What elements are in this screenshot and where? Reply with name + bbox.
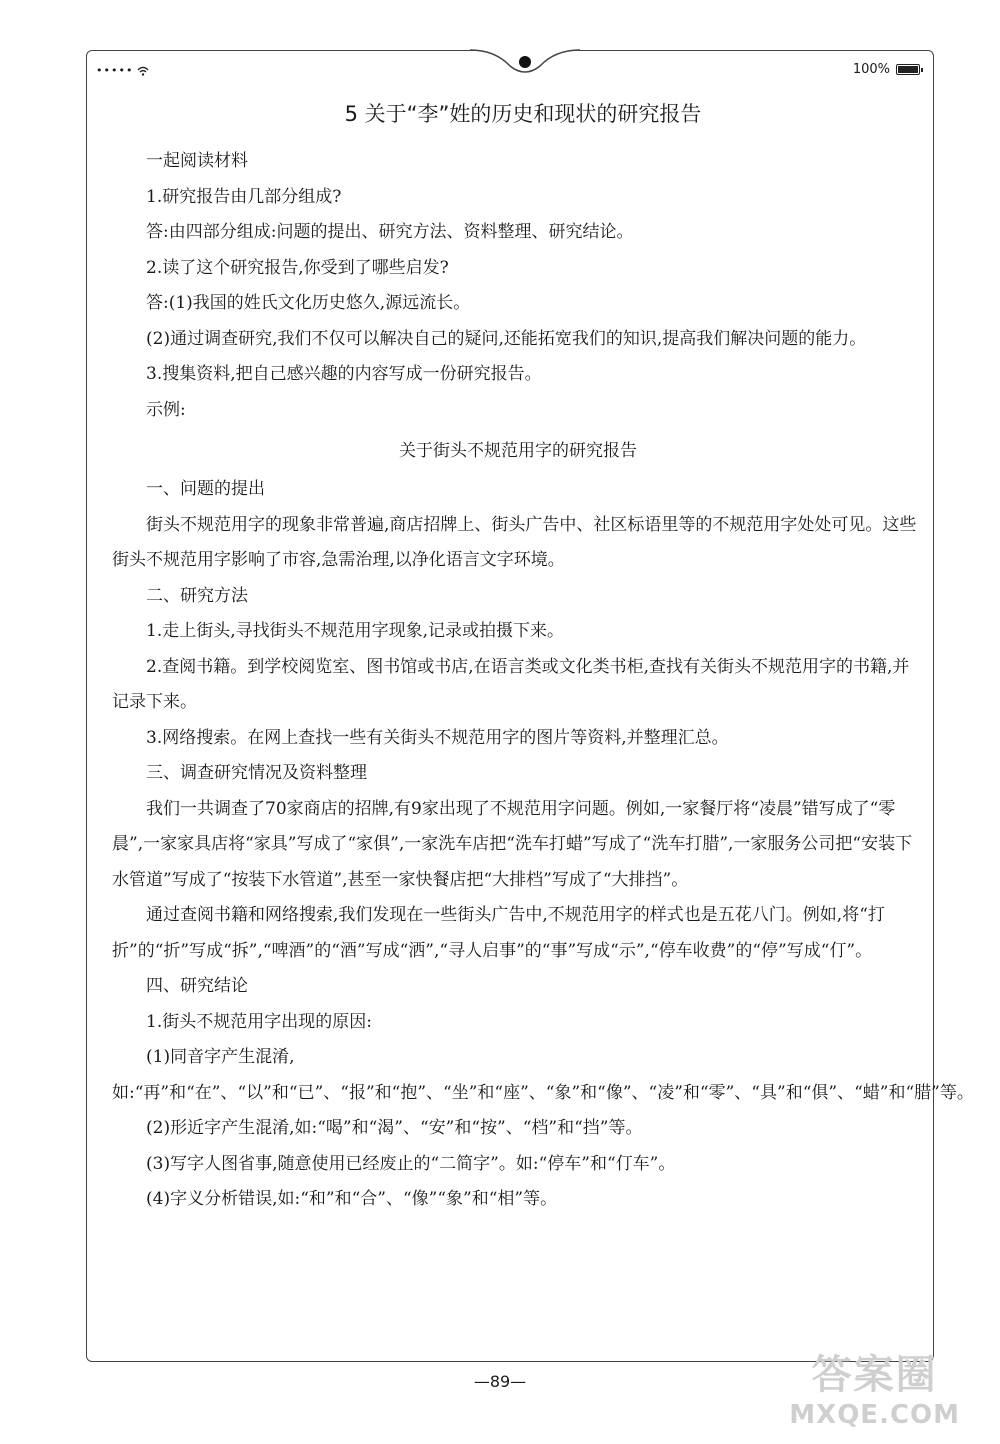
status-bar-right xyxy=(853,62,920,77)
answer: 答:(1)我国的姓氏文化历史悠久,源远流长。 xyxy=(146,293,471,313)
answer: 答:由四部分组成:问题的提出、研究方法、资料整理、研究结论。 xyxy=(146,222,634,242)
paragraph: 2.查阅书籍。到学校阅览室、图书馆或书店,在语言类或文化类书柜,查找有关街头不规范用字的书籍,并记录下来。 xyxy=(112,656,910,712)
wifi-icon xyxy=(137,66,149,76)
question: 2.读了这个研究报告,你受到了哪些启发? xyxy=(146,257,449,278)
report-title: 关于街头不规范用字的研究报告 xyxy=(399,441,637,461)
paragraph: (2)形近字产生混淆,如:“喝”和“渴”、“安”和“按”、“档”和“挡”等。 xyxy=(146,1118,643,1138)
paragraph: 街头不规范用字的现象非常普遍,商店招牌上、街头广告中、社区标语里等的不规范用字处处可见。这些街头不规范用字影响了市容,急需治理,以净化语言文字环境。 xyxy=(112,514,917,570)
section-heading: 一起阅读材料 xyxy=(146,151,248,171)
camera-notch xyxy=(470,38,580,78)
question: 1.研究报告由几部分组成? xyxy=(146,186,342,207)
page-content xyxy=(112,98,974,1218)
paragraph: 1.街头不规范用字出现的原因: xyxy=(146,1011,372,1032)
battery-percent: 100% xyxy=(852,62,890,77)
battery-icon xyxy=(896,64,920,75)
page-title: 5 关于“李”姓的历史和现状的研究报告 xyxy=(344,102,702,126)
paragraph: (4)字义分析错误,如:“和”和“合”、“像”“象”和“相”等。 xyxy=(146,1189,558,1209)
section-heading: 四、研究结论 xyxy=(146,976,248,996)
watermark-bottom: MXQE.COM xyxy=(789,1400,960,1430)
paragraph: (3)写字人图省事,随意使用已经废止的“二简字”。如:“停车”和“仃车”。 xyxy=(146,1153,676,1174)
section-heading: 三、调查研究情况及资料整理 xyxy=(146,763,367,783)
status-bar-left xyxy=(96,64,149,77)
section-heading: 一、问题的提出 xyxy=(146,479,265,499)
paragraph: 3.网络搜索。在网上查找一些有关街头不规范用字的图片等资料,并整理汇总。 xyxy=(146,727,729,748)
paragraph: 1.走上街头,寻找街头不规范用字现象,记录或拍摄下来。 xyxy=(146,621,565,641)
paragraph: (1)同音字产生混淆,如:“再”和“在”、“以”和“已”、“报”和“抱”、“坐”和“座”、“象”和“像”、“凌”和“零”、“具”和“俱”、“蜡”和“腊”等。 xyxy=(112,1047,974,1103)
signal-icon: ••••• xyxy=(96,64,134,77)
question: 3.搜集资料,把自己感兴趣的内容写成一份研究报告。 xyxy=(146,364,542,384)
example-label: 示例: xyxy=(146,399,186,420)
answer: (2)通过调查研究,我们不仅可以解决自己的疑问,还能拓宽我们的知识,提高我们解决问题的能力。 xyxy=(146,328,867,349)
watermark-top: 答案圈 xyxy=(811,1352,938,1398)
section-heading: 二、研究方法 xyxy=(146,585,248,606)
paragraph: 我们一共调查了70家商店的招牌,有9家出现了不规范用字问题。例如,一家餐厅将“凌晨”错写成了“零晨”,一家家具店将“家具”写成了“家俱”,一家洗车店把“洗车打蜡”写成了“洗车打腊”,一家服务公司把“安装下水管道”写成了“按装下水管道”,甚至一家快餐店把“大排档”写成了“大排挡”。 xyxy=(112,798,913,890)
page-number: —89— xyxy=(473,1372,527,1391)
paragraph: 通过查阅书籍和网络搜索,我们发现在一些街头广告中,不规范用字的样式也是五花八门。例如,将“打折”的“折”写成“拆”,“啤酒”的“酒”写成“洒”,“寻人启事”的“事”写成“示”,“停车收费”的“停”写成“仃”。 xyxy=(112,905,885,961)
watermark-logo xyxy=(789,1343,960,1430)
